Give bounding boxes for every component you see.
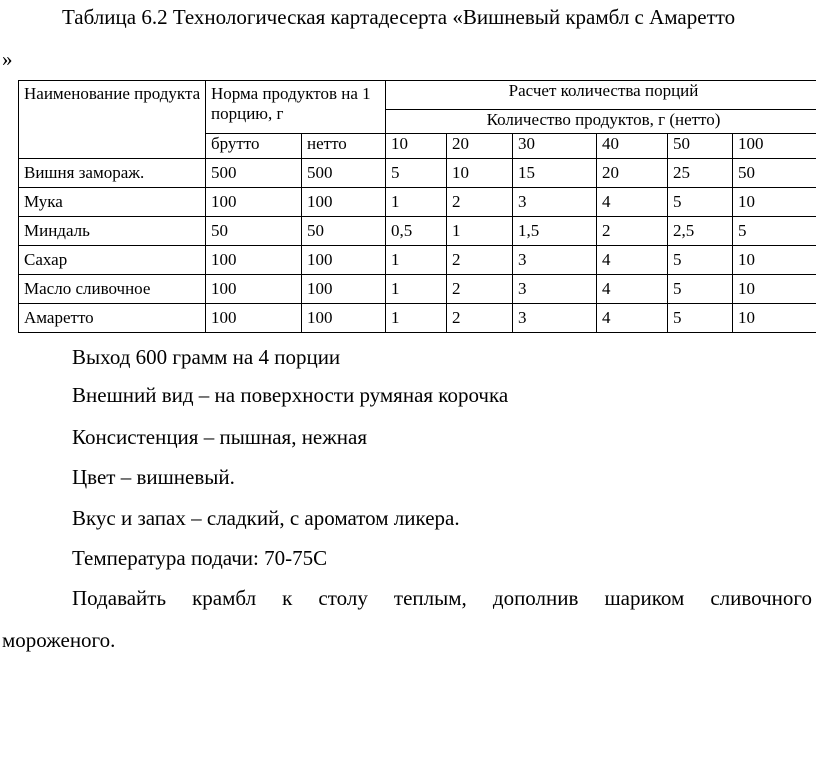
- cell-brutto: 100: [206, 246, 302, 275]
- table-row: [19, 159, 816, 188]
- cell-value: 4: [597, 246, 668, 275]
- header-portions-100: 100: [733, 134, 816, 159]
- cell-brutto: 100: [206, 275, 302, 304]
- cell-value: 1: [386, 188, 447, 217]
- cell-value: 1: [386, 304, 447, 333]
- header-portions-10: 10: [386, 134, 447, 159]
- cell-value: 2: [447, 188, 513, 217]
- table-row: [19, 304, 816, 333]
- header-portions-50: 50: [668, 134, 733, 159]
- cell-value: 5: [668, 246, 733, 275]
- cell-value: 5: [668, 188, 733, 217]
- cell-netto: 100: [302, 246, 386, 275]
- cell-value: 1: [447, 217, 513, 246]
- cell-name: Вишня замораж.: [19, 159, 206, 188]
- tech-card-table: [18, 80, 816, 333]
- cell-brutto: 500: [206, 159, 302, 188]
- table-caption: Таблица 6.2 Технологическая картадесерта «Вишневый крамбл с Амаретто: [62, 5, 736, 29]
- cell-value: 2: [447, 304, 513, 333]
- cell-value: 5: [733, 217, 816, 246]
- cell-value: 4: [597, 188, 668, 217]
- taste-text: Вкус и запах – сладкий, с ароматом ликера.: [72, 506, 460, 530]
- serving-text-continued: мороженого.: [2, 628, 116, 652]
- table-row: [19, 246, 816, 275]
- cell-brutto: 100: [206, 304, 302, 333]
- header-portion-calc: Расчет количества порций: [386, 81, 816, 110]
- cell-value: 2: [447, 275, 513, 304]
- header-netto: нетто: [302, 134, 386, 159]
- cell-value: 2: [447, 246, 513, 275]
- cell-value: 3: [513, 275, 597, 304]
- header-brutto: брутто: [206, 134, 302, 159]
- table-caption-tail: »: [2, 47, 13, 71]
- consistency-text: Консистенция – пышная, нежная: [72, 425, 367, 449]
- appearance-text: Внешний вид – на поверхности румяная корочка: [72, 383, 509, 407]
- cell-value: 3: [513, 246, 597, 275]
- header-portions-20: 20: [447, 134, 513, 159]
- temperature-text: Температура подачи: 70-75С: [72, 546, 328, 570]
- cell-value: 1,5: [513, 217, 597, 246]
- cell-value: 3: [513, 304, 597, 333]
- header-portions-40: 40: [597, 134, 668, 159]
- cell-value: 10: [733, 304, 816, 333]
- cell-name: Мука: [19, 188, 206, 217]
- cell-netto: 100: [302, 275, 386, 304]
- cell-value: 25: [668, 159, 733, 188]
- cell-value: 10: [733, 246, 816, 275]
- header-product-name: Наименование продукта: [19, 81, 206, 159]
- cell-value: 2: [597, 217, 668, 246]
- cell-value: 20: [597, 159, 668, 188]
- cell-name: Миндаль: [19, 217, 206, 246]
- cell-name: Сахар: [19, 246, 206, 275]
- cell-value: 5: [668, 275, 733, 304]
- cell-value: 4: [597, 304, 668, 333]
- cell-value: 10: [447, 159, 513, 188]
- color-text: Цвет – вишневый.: [72, 465, 235, 489]
- cell-value: 10: [733, 188, 816, 217]
- cell-value: 5: [668, 304, 733, 333]
- cell-value: 0,5: [386, 217, 447, 246]
- yield-text: Выход 600 грамм на 4 порции: [72, 345, 341, 369]
- cell-netto: 100: [302, 304, 386, 333]
- table-row: [19, 275, 816, 304]
- serving-text: Подавайть крамбл к столу теплым, дополнив шариком сливочного: [72, 586, 812, 610]
- cell-value: 1: [386, 275, 447, 304]
- cell-value: 10: [733, 275, 816, 304]
- table-row: [19, 217, 816, 246]
- cell-value: 2,5: [668, 217, 733, 246]
- header-norm: Норма продуктов на 1 порцию, г: [206, 81, 386, 134]
- cell-value: 4: [597, 275, 668, 304]
- cell-netto: 500: [302, 159, 386, 188]
- cell-value: 5: [386, 159, 447, 188]
- cell-value: 15: [513, 159, 597, 188]
- cell-value: 50: [733, 159, 816, 188]
- cell-brutto: 100: [206, 188, 302, 217]
- cell-value: 3: [513, 188, 597, 217]
- table-row: [19, 188, 816, 217]
- cell-brutto: 50: [206, 217, 302, 246]
- header-quantity: Количество продуктов, г (нетто): [386, 110, 816, 134]
- cell-name: Масло сливочное: [19, 275, 206, 304]
- header-portions-30: 30: [513, 134, 597, 159]
- cell-value: 1: [386, 246, 447, 275]
- cell-netto: 100: [302, 188, 386, 217]
- cell-netto: 50: [302, 217, 386, 246]
- cell-name: Амаретто: [19, 304, 206, 333]
